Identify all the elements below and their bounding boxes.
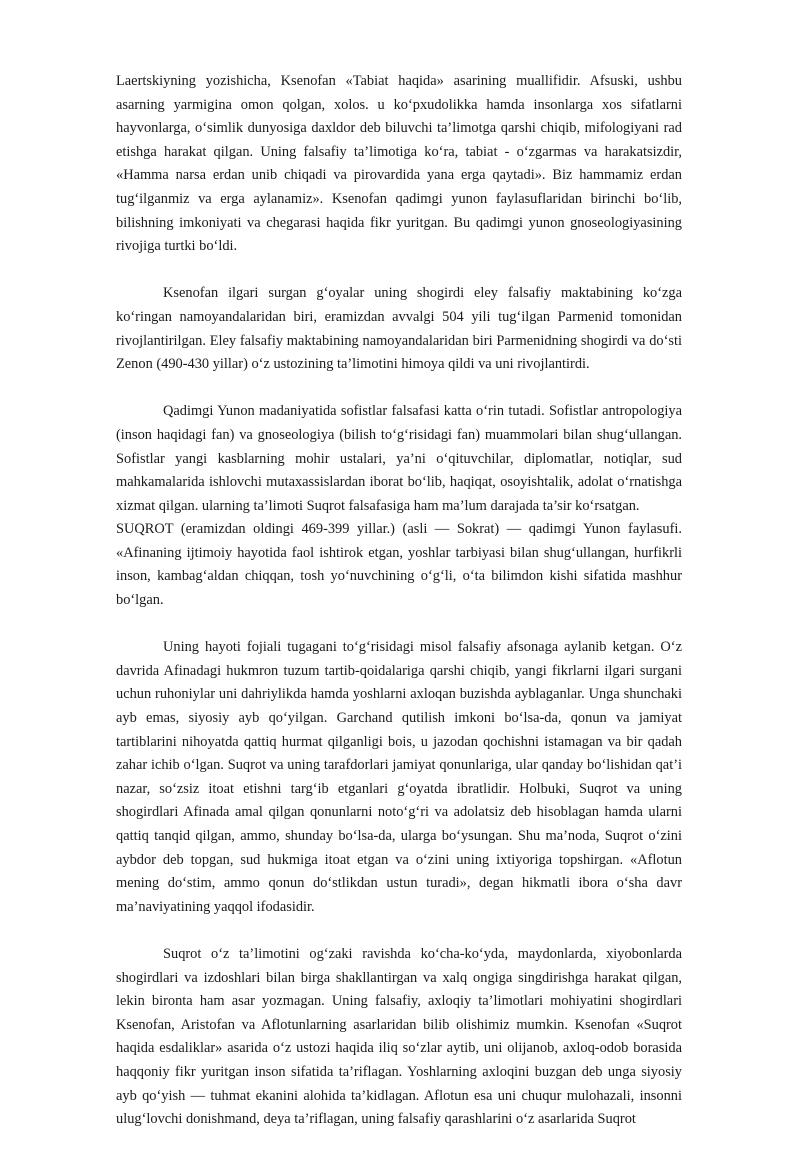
paragraph-sofistlar: Qadimgi Yunon madaniyatida sofistlar falsafasi katta o‘rin tutadi. Sofistlar antropologiya (inson haqidagi fan) va gnoseologiya (bilish to‘g‘risidagi fan) muammolari bilan shug‘ullangan. Sofistlar yangi kasblarning mohir ustalari, ya’ni o‘qituvchilar, diplomatlar, notiqlar, sud mahkamalarida ishlovchi mutaxassislardan iborat bo‘lib, haqiqat, osoyishtalik, adolat o‘rnatishga xizmat qilgan. ularning ta’limoti Suqrot falsafasiga ham ma’lum darajada ta’sir ko‘rsatgan. <box>116 403 682 514</box>
paragraph-ksenofan-intro: Laertskiyning yozishicha, Ksenofan «Tabiat haqida» asarining muallifidir. Afsuski, ushbu asarning yarmigina omon qolgan, xolos. u ko‘pxudolikka hamda insonlarga xos sifatlarni hayvonlarga, o‘simlik dunyosiga daxldor deb biluvchi ta’limotga qarshi chiqib, mifologiyani rad etishga harakat qilgan. Uning falsafiy ta’limotiga ko‘ra, tabiat - o‘zgarmas va harakatsizdir, «Hamma narsa erdan unib chiqadi va pirovardida yana erga qaytadi». Biz hammamiz erdan tug‘ilganmiz va erga aylanamiz». Ksenofan qadimgi yunon faylasuflaridan birinchi bo‘lib, bilishning imkoniyati va chegarasi haqida fikr yuritgan. Bu qadimgi yunon gnoseologiyasining rivojiga turtki bo‘ldi. <box>116 73 682 255</box>
paragraph-suqrot-hayoti: Uning hayoti fojiali tugagani to‘g‘risidagi misol falsafiy afsonaga aylanib ketgan. O‘z davrida Afinadagi hukmron tuzum tartib-qoidalariga qarshi chiqib, yangi fikrlarni ilgari surgani uchun ruhoniylar uni dahriylikda hamda yoshlarni axloqan buzishda ayblaganlar. Unga shunchaki ayb emas, siyosiy ayb qo‘yilgan. Garchand qutilish imkoni bo‘lsa-da, qonun va jamiyat tartiblarini nihoyatda qattiq hurmat qilganligi bois, u jazodan qochishni istamagan va bir qadah zahar ichib o‘lgan. Suqrot va uning tarafdorlari jamiyat qonunlariga, ular qanday bo‘lishidan qat’i nazar, so‘zsiz itoat etishni targ‘ib etganlari g‘oyatda ibratlidir. Holbuki, Suqrot va uning shogirdlari Afinada amal qilgan qonunlarni noto‘g‘ri va adolatsiz deb hisoblagan hamda ularni qattiq tanqid qilgan, ammo, shunday bo‘lsa-da, ularga bo‘ysungan. Shu ma’noda, Suqrot o‘zini aybdor deb topgan, sud hukmiga itoat etgan va o‘zini uning ixtiyoriga topshirgan. «Aflotun mening do‘stim, ammo qonun do‘stlikdan ustun turadi», degan hikmatli ibora o‘sha davr ma’naviyatining yaqqol ifodasidir. <box>116 639 682 915</box>
paragraph-parmenid: Ksenofan ilgari surgan g‘oyalar uning shogirdi eley falsafiy maktabining ko‘zga ko‘ringan namoyandalaridan biri, eramizdan avvalgi 504 yili tug‘ilgan Parmenid tomonidan rivojlantirilgan. Eley falsafiy maktabining namoyandalaridan biri Parmenidning shogirdi va do‘sti Zenon (490-430 yillar) o‘z ustozining ta’limotini himoya qildi va uni rivojlantirdi. <box>116 285 682 373</box>
document-body <box>116 70 682 1155</box>
paragraph-suqrot-intro: SUQROT (eramizdan oldingi 469-399 yillar.) (asli — Sokrat) — qadimgi Yunon faylasufi. «Afinaning ijtimoiy hayotida faol ishtirok etgan, yoshlar tarbiyasi bilan shug‘ullangan, hurfikrli inson, kambag‘aldan chiqqan, tosh yo‘nuvchining o‘g‘li, o‘ta bilimdon kishi sifatida mashhur bo‘lgan. <box>116 521 682 609</box>
paragraph-suqrot-talimoti: Suqrot o‘z ta’limotini og‘zaki ravishda ko‘cha-ko‘yda, maydonlarda, xiyobonlarda shogirdlari va izdoshlari bilan birga shakllantirgan va xalq ongiga singdirishga harakat qilgan, lekin bironta ham asar yozmagan. Uning falsafiy, axloqiy ta’limotlari mohiyatini shogirdlari Ksenofan, Aristofan va Aflotunlarning asarlaridan bilib olishimiz mumkin. Ksenofan «Suqrot haqida esdaliklar» asarida o‘z ustozi haqida iliq so‘zlar aytib, uni olijanob, axloq-odob borasida haqqoniy fikr yuritgan inson sifatida ta’riflagan. Yoshlarning axloqini buzgan deb unga siyosiy ayb qo‘yish — tuhmat ekanini alohida ta’kidlagan. Aflotun esa uni chuqur mulohazali, insonni ulug‘lovchi donishmand, deya ta’riflagan, uning falsafiy qarashlarini o‘z asarlarida Suqrot <box>116 945 682 1128</box>
